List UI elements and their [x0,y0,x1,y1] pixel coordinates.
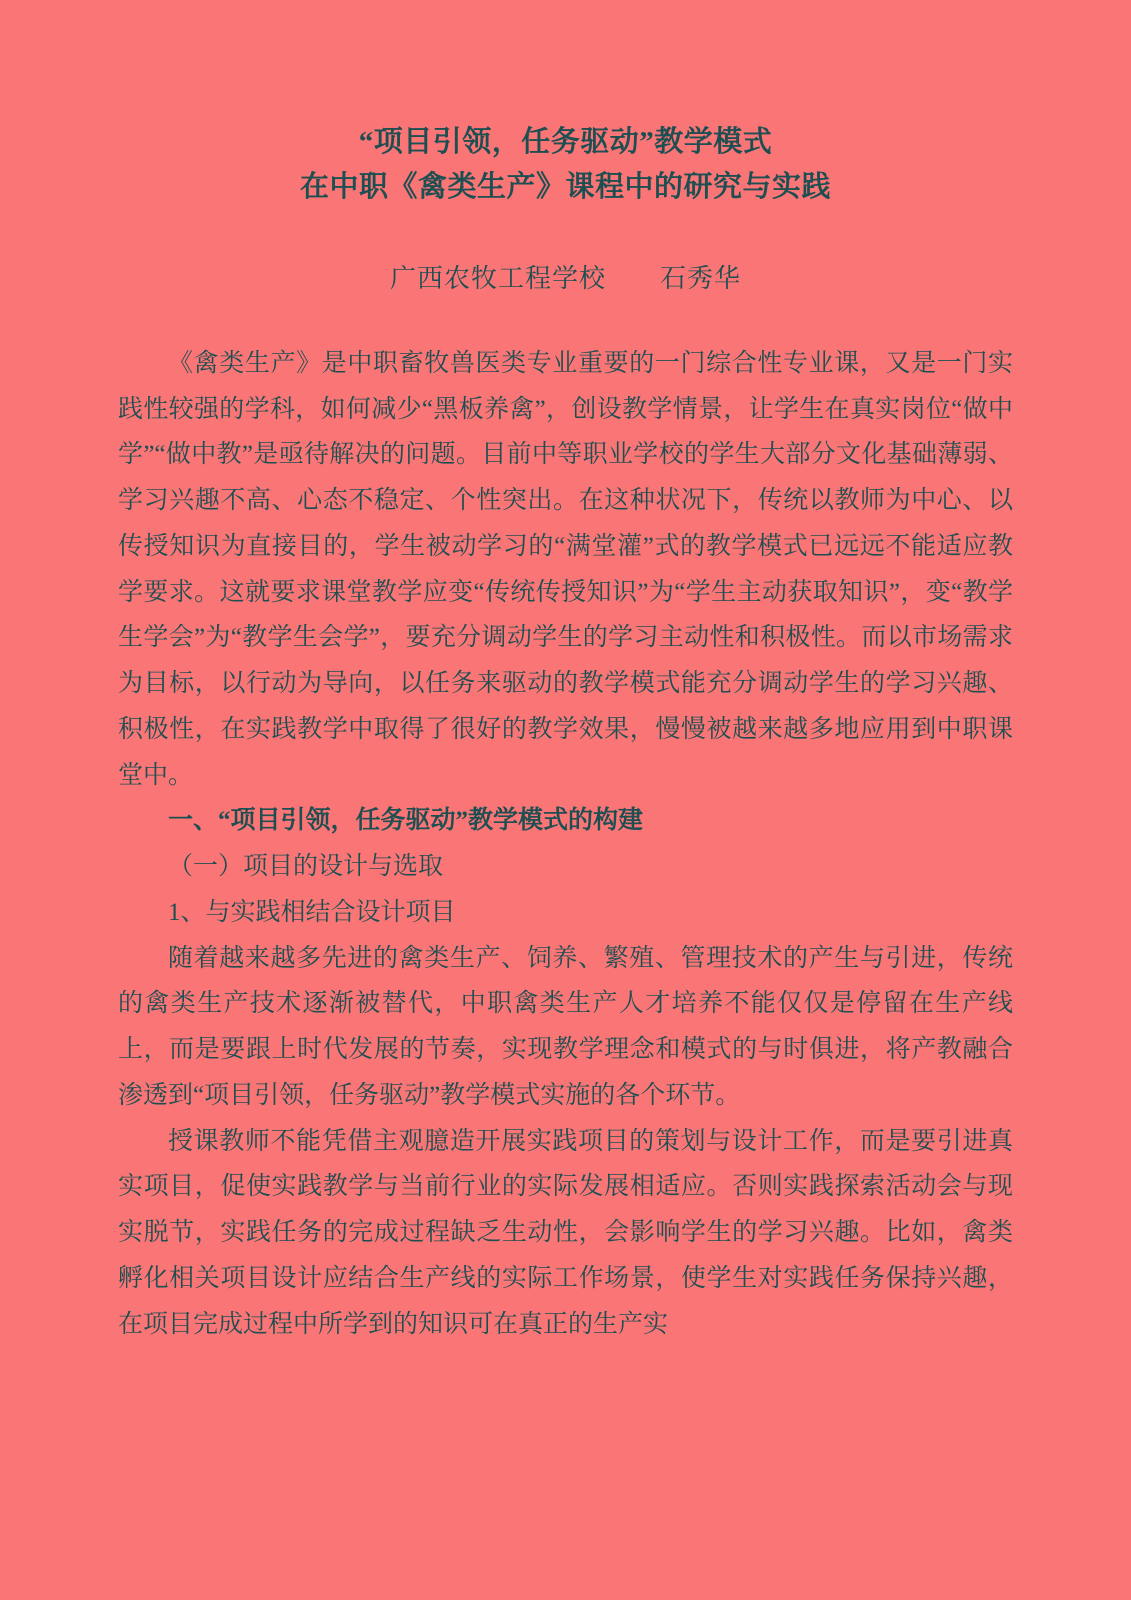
document-title [118,120,1013,210]
title-line-1: “项目引领，任务驱动”教学模式 [358,126,773,158]
paragraph-body-1: 随着越来越多先进的禽类生产、饲养、繁殖、管理技术的产生与引进，传统的禽类生产技术逐渐被替代，中职禽类生产人才培养不能仅仅是停留在生产线上，而是要跟上时代发展的节奏，实现教学理念和模式的与时俱进，将产教融合渗透到“项目引领，任务驱动”教学模式实施的各个环节。 [118,944,1013,1109]
section-heading-1: 一、“项目引领，任务驱动”教学模式的构建 [168,807,644,835]
document-body [118,341,1013,1348]
subsection-heading-1: （一）项目的设计与选取 [168,853,444,881]
author-affiliation: 广西农牧工程学校 石秀华 [389,263,741,293]
title-line-2: 在中职《禽类生产》课程中的研究与实践 [299,170,831,203]
paragraph-body-2: 授课教师不能凭借主观臆造开展实践项目的策划与设计工作，而是要引进真实项目，促使实践教学与当前行业的实际发展相适应。否则实践探索活动会与现实脱节，实践任务的完成过程缺乏生动性，会影响学生的学习兴趣。比如，禽类孵化相关项目设计应结合生产线的实际工作场景，使学生对实践任务保持兴趣，在项目完成过程中所学到的知识可在真正的生产实 [118,1127,1013,1338]
paragraph-intro: 《禽类生产》是中职畜牧兽医类专业重要的一门综合性专业课，又是一门实践性较强的学科，如何减少“黑板养禽”，创设教学情景，让学生在真实岗位“做中学”“做中教”是亟待解决的问题。目前中等职业学校的学生大部分文化基础薄弱、学习兴趣不高、心态不稳定、个性突出。在这种状况下，传统以教师为中心、以传授知识为直接目的，学生被动学习的“满堂灌”式的教学模式已远远不能适应教学要求。这就要求课堂教学应变“传统传授知识”为“学生主动获取知识”，变“教学生学会”为“教学生会学”，要充分调动学生的学习主动性和积极性。而以市场需求为目标，以行动为导向，以任务来驱动的教学模式能充分调动学生的学习兴趣、积极性，在实践教学中取得了很好的教学效果，慢慢被越来越多地应用到中职课堂中。 [118,349,1013,789]
subsubsection-heading-1: 1、与实践相结合设计项目 [168,898,456,926]
